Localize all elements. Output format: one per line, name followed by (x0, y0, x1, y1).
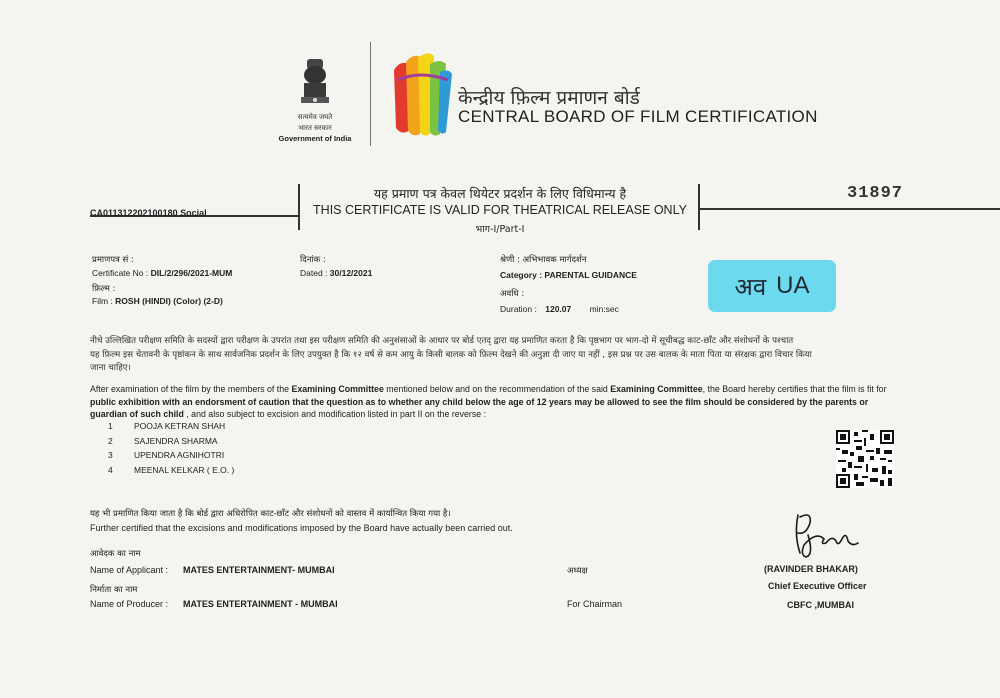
reference-number: CA011312202100180 Social (90, 208, 207, 218)
chairman-label: For Chairman (567, 599, 623, 609)
cert-no-label-hindi: प्रमाणपत्र सं : (92, 255, 134, 265)
applicant-label-hindi: आवेदक का नाम (90, 549, 141, 559)
applicant-label: Name of Applicant : (90, 565, 169, 575)
rating-badge-hindi: अव (734, 272, 767, 301)
producer-label-hindi: निर्माता का नाम (90, 585, 138, 595)
further-certified-hindi: यह भी प्रमाणित किया जाता है कि बोर्ड द्वारा अधिरोपित काट-छाँट और संशोधनों को वास्तव में कार्यान्वित किया गया है। (90, 509, 451, 519)
cert-no-label: Certificate No : (92, 268, 149, 278)
serial-number: 31897 (847, 184, 904, 203)
para-text: , the Board hereby certifies that the film is fit for (702, 384, 887, 394)
member-no: 2 (108, 435, 113, 446)
para-text: , and also subject to excision and modification listed in part II on the reverse : (183, 409, 487, 419)
applicant-value: MATES ENTERTAINMENT- MUMBAI (183, 565, 335, 575)
duration-label: Duration : (500, 304, 537, 314)
signature-image (790, 505, 860, 560)
certification-paragraph (90, 383, 900, 421)
category-value: PARENTAL GUIDANCE (544, 270, 637, 280)
producer-label: Name of Producer : (90, 599, 169, 609)
date-label: Dated : (300, 268, 328, 278)
category-row (500, 270, 637, 280)
para-text: After examination of the film by the members of the (90, 384, 292, 394)
national-emblem-icon (292, 55, 338, 115)
film-label: Film : (92, 296, 113, 306)
signatory-name: (RAVINDER BHAKAR) (764, 564, 858, 574)
category-label-hindi: श्रेणी : (500, 255, 520, 265)
category-hindi-row (500, 254, 587, 265)
member-name: UPENDRA AGNIHOTRI (134, 450, 225, 460)
certification-paragraph-hindi (90, 335, 900, 376)
member-no: 1 (108, 421, 113, 431)
para-bold: Examining Committee (291, 384, 384, 394)
hindi-line: यह फ़िल्म इस चेतावनी के पृष्ठांकन के साथ सार्वजनिक प्रदर्शन के लिए उपयुक्त है कि १२ वर्ष से कम आयु के किसी बालक को फ़िल्म देखने की अनुज्ञा दी जाए या नहीं , इस प्रश्न पर उस बालक के माता पिता या संरक्षक द्वारा विचार किया (90, 349, 812, 360)
qr-code-icon[interactable] (836, 430, 894, 488)
film-value: ROSH (HINDI) (Color) (2-D) (115, 296, 223, 306)
validity-notice: THIS CERTIFICATE IS VALID FOR THEATRICAL RELEASE ONLY (313, 203, 687, 217)
rating-badge-text: UA (776, 272, 810, 299)
category-value-hindi: अभिभावक मार्गदर्शन (522, 255, 587, 265)
validity-notice-hindi: यह प्रमाण पत्र केवल थियेटर प्रदर्शन के लिए विधिमान्य है (373, 186, 627, 201)
cert-no-value: DIL/2/296/2021-MUM (150, 268, 233, 278)
board-name-hindi: केन्द्रीय फ़िल्म प्रमाणन बोर्ड (458, 87, 640, 109)
emblem-motto: सत्यमेव जयते (297, 113, 333, 121)
para-bold: public exhibition with an endorsment of caution that the question as to whether any child below the age of 12 years may be allowed to see the film should be considered by the parents or guardian of such child (90, 396, 869, 419)
duration-unit: min:sec (589, 304, 619, 314)
committee-member-list (108, 421, 234, 479)
duration-value: 120.07 (545, 304, 572, 314)
date-row (300, 268, 372, 278)
film-row (92, 296, 223, 306)
further-certified: Further certified that the excisions and modifications imposed by the Board have actually been carried out. (90, 523, 513, 533)
part-label: भाग-I/Part-I (475, 224, 525, 235)
date-value: 30/12/2021 (329, 268, 373, 278)
header-divider (370, 42, 371, 146)
cert-no-row (92, 268, 232, 278)
signatory-title: Chief Executive Officer (768, 581, 867, 591)
list-item (108, 465, 234, 480)
film-label-hindi: फ़िल्म : (92, 284, 116, 294)
date-label-hindi: दिनांक : (300, 255, 326, 265)
government-label: Government of India (278, 134, 352, 143)
list-item (108, 450, 234, 465)
category-label: Category : (500, 270, 543, 280)
hindi-line: नीचे उल्लिखित परीक्षण समिति के सदस्यों द्वारा परीक्षण के उपरांत तथा इस परीक्षण समिति की अनुशंसाओं के आधार पर बोर्ड एतद् द्वारा यह प्रमाणित करता है कि पृष्ठभाग पर भाग-दो में सूचीबद्ध काट-छाँट और संशोधनों के पश्चात (90, 336, 794, 346)
member-name: SAJENDRA SHARMA (134, 435, 218, 446)
member-no: 4 (108, 464, 113, 475)
board-name: CENTRAL BOARD OF FILM CERTIFICATION (458, 107, 818, 126)
member-no: 3 (108, 450, 113, 460)
cbfc-logo-icon (390, 50, 452, 140)
chairman-label-hindi: अध्यक्ष (567, 566, 588, 576)
government-label-hindi: भारत सरकार (298, 124, 332, 132)
list-item (108, 421, 234, 436)
right-rule (700, 208, 1000, 210)
signatory-office: CBFC ,MUMBAI (787, 600, 854, 610)
producer-value: MATES ENTERTAINMENT - MUMBAI (183, 599, 338, 609)
list-item (108, 436, 234, 451)
duration-label-hindi: अवधि : (500, 289, 525, 299)
para-text: mentioned below and on the recommendation of the said (383, 384, 611, 394)
member-name: POOJA KETRAN SHAH (134, 421, 226, 431)
rating-badge (708, 260, 836, 312)
para-bold: Examining Committee (610, 384, 703, 394)
member-name: MEENAL KELKAR ( E.O. ) (134, 464, 235, 475)
duration-row (500, 304, 619, 314)
hindi-line: जाना चाहिए। (90, 363, 131, 373)
